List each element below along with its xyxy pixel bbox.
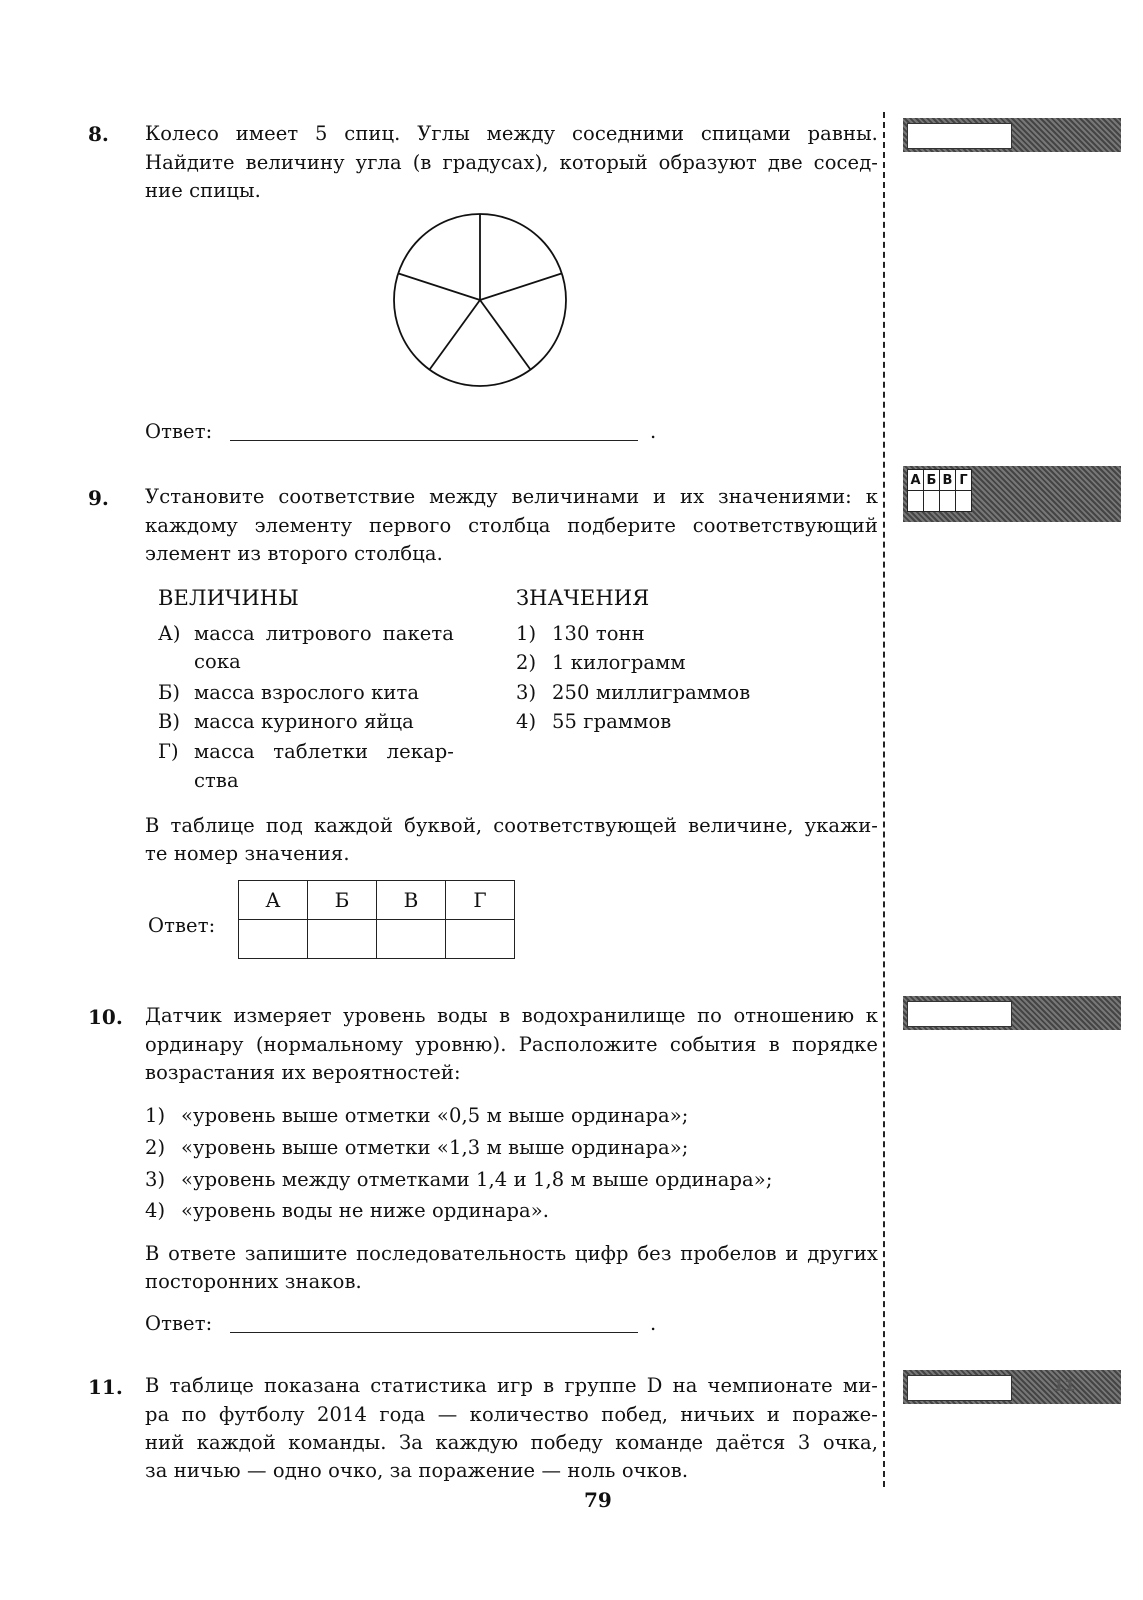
text-line: возрастания их вероятностей: xyxy=(145,1061,461,1084)
value-item xyxy=(516,679,751,708)
value-item xyxy=(516,620,645,649)
answer-label: Ответ: xyxy=(148,914,216,937)
text-line: ние спицы. xyxy=(145,179,261,202)
item-text: «уровень воды не ниже ординара». xyxy=(181,1199,550,1222)
answer-box-number: 11 xyxy=(1053,1376,1076,1395)
item-text: «уровень выше отметки «0,5 м выше ординара»; xyxy=(181,1104,689,1127)
answer-box-blank[interactable] xyxy=(907,123,1012,149)
item-label: 4) xyxy=(145,1199,166,1222)
item-text: масса куриного яйца xyxy=(194,710,414,733)
abvg-cell[interactable] xyxy=(956,491,972,512)
wheel-spokes xyxy=(398,214,562,370)
answer-line[interactable] xyxy=(230,440,638,441)
question-10-text xyxy=(145,1002,878,1059)
answer-label: Ответ: xyxy=(145,420,213,443)
text-line: Найдите величину угла (в градусах), который образуют две сосед- xyxy=(145,150,878,174)
question-11-text xyxy=(145,1372,878,1458)
item-label: 4) xyxy=(516,710,537,733)
answer-label: Ответ: xyxy=(145,1312,213,1335)
item-label: 2) xyxy=(145,1136,166,1159)
answer-box-blank[interactable] xyxy=(907,1375,1012,1401)
item-label: Б) xyxy=(158,681,181,704)
answer-period: . xyxy=(650,420,657,443)
answer-line[interactable] xyxy=(230,1332,638,1333)
abvg-cell[interactable] xyxy=(940,491,956,512)
item-text: 1 килограмм xyxy=(552,651,686,674)
answer-box-blank[interactable] xyxy=(907,1001,1012,1027)
spoke xyxy=(398,273,480,300)
abvg-letter: В xyxy=(940,470,956,491)
text-line: каждому элементу первого столбца подберите соответствующий xyxy=(145,513,878,537)
item-label: 2) xyxy=(516,651,537,674)
text-line: Колесо имеет 5 спиц. Углы между соседними спицами равны. xyxy=(145,122,878,145)
question-number: 10. xyxy=(88,1005,123,1029)
question-number: 9. xyxy=(88,486,109,510)
text-line: элемент из второго столбца. xyxy=(145,542,443,565)
answer-cell[interactable] xyxy=(446,920,515,959)
item-label: 3) xyxy=(516,681,537,704)
item-label: 3) xyxy=(145,1168,166,1191)
event-item xyxy=(145,1102,689,1131)
text-line: посторонних знаков. xyxy=(145,1270,362,1293)
item-text: ства xyxy=(194,769,239,792)
answer-box-8 xyxy=(903,118,1121,152)
answer-cell[interactable] xyxy=(377,920,446,959)
table-header: А xyxy=(239,881,308,920)
event-item xyxy=(145,1134,689,1163)
text-line: ра по футболу 2014 года — количество побед, ничьих и пораже- xyxy=(145,1402,878,1426)
table-header: В xyxy=(377,881,446,920)
abvg-letter: Б xyxy=(924,470,940,491)
abvg-letter: А xyxy=(908,470,924,491)
item-label: Г) xyxy=(158,740,179,763)
item-text: «уровень выше отметки «1,3 м выше ординара»; xyxy=(181,1136,689,1159)
column-header: ВЕЛИЧИНЫ xyxy=(158,586,299,610)
question-9-text xyxy=(145,483,878,540)
answer-box-11 xyxy=(903,1370,1121,1404)
text-line: за ничью — одно очко, за поражение — ноль очков. xyxy=(145,1459,689,1482)
question-8-text xyxy=(145,120,878,177)
abvg-cell[interactable] xyxy=(924,491,940,512)
text-line: В таблице показана статистика игр в группе D на чемпионате ми- xyxy=(145,1374,878,1397)
event-item xyxy=(145,1197,550,1226)
event-item xyxy=(145,1166,773,1195)
item-label: 1) xyxy=(516,622,537,645)
spoke xyxy=(480,273,562,300)
item-text: сока xyxy=(194,650,241,673)
text-line: ординару (нормальному уровню). Расположите события в порядке xyxy=(145,1032,878,1056)
instruction-text xyxy=(145,1240,878,1269)
answer-table xyxy=(238,880,515,959)
text-line: Установите соответствие между величинами и их значениями: к xyxy=(145,485,878,508)
text-line: В таблице под каждой буквой, соответствующей величине, укажи- xyxy=(145,814,878,837)
text-line: Датчик измеряет уровень воды в водохранилище по отношению к xyxy=(145,1004,878,1027)
value-item xyxy=(516,708,672,737)
table-header: Б xyxy=(308,881,377,920)
item-text: масса литрового пакета xyxy=(194,622,454,645)
item-text: «уровень между отметками 1,4 и 1,8 м выше ординара»; xyxy=(181,1168,773,1191)
answer-box-10 xyxy=(903,996,1121,1030)
item-text: 130 тонн xyxy=(552,622,645,645)
spoke xyxy=(480,300,531,370)
quantity-item xyxy=(158,708,414,737)
item-text: масса взрослого кита xyxy=(194,681,420,704)
item-label: 1) xyxy=(145,1104,166,1127)
value-item xyxy=(516,649,686,678)
text-line: В ответе запишите последовательность цифр без пробелов и других xyxy=(145,1242,878,1265)
item-text: 250 миллиграммов xyxy=(552,681,751,704)
text-line: ний каждой команды. За каждую победу команде даётся 3 очка, xyxy=(145,1431,878,1454)
spoke xyxy=(430,300,481,370)
quantity-item xyxy=(158,620,458,680)
item-label: А) xyxy=(158,622,181,645)
instruction-text xyxy=(145,812,878,841)
wheel-diagram xyxy=(390,210,570,390)
abvg-letter: Г xyxy=(956,470,972,491)
table-header: Г xyxy=(446,881,515,920)
item-text: масса таблетки лекар- xyxy=(194,740,454,763)
page-number: 79 xyxy=(584,1488,612,1512)
answer-cell[interactable] xyxy=(308,920,377,959)
abvg-cell[interactable] xyxy=(908,491,924,512)
question-number: 11. xyxy=(88,1375,123,1399)
cut-line xyxy=(883,112,885,1487)
item-text: 55 граммов xyxy=(552,710,672,733)
answer-box-9 xyxy=(903,466,1121,522)
question-number: 8. xyxy=(88,122,109,146)
text-line: те номер значения. xyxy=(145,842,350,865)
column-header: ЗНАЧЕНИЯ xyxy=(516,586,650,610)
answer-period: . xyxy=(650,1312,657,1335)
quantity-item xyxy=(158,679,420,708)
quantity-item xyxy=(158,738,458,798)
answer-cell[interactable] xyxy=(239,920,308,959)
item-label: В) xyxy=(158,710,181,733)
abvg-grid xyxy=(907,469,972,512)
